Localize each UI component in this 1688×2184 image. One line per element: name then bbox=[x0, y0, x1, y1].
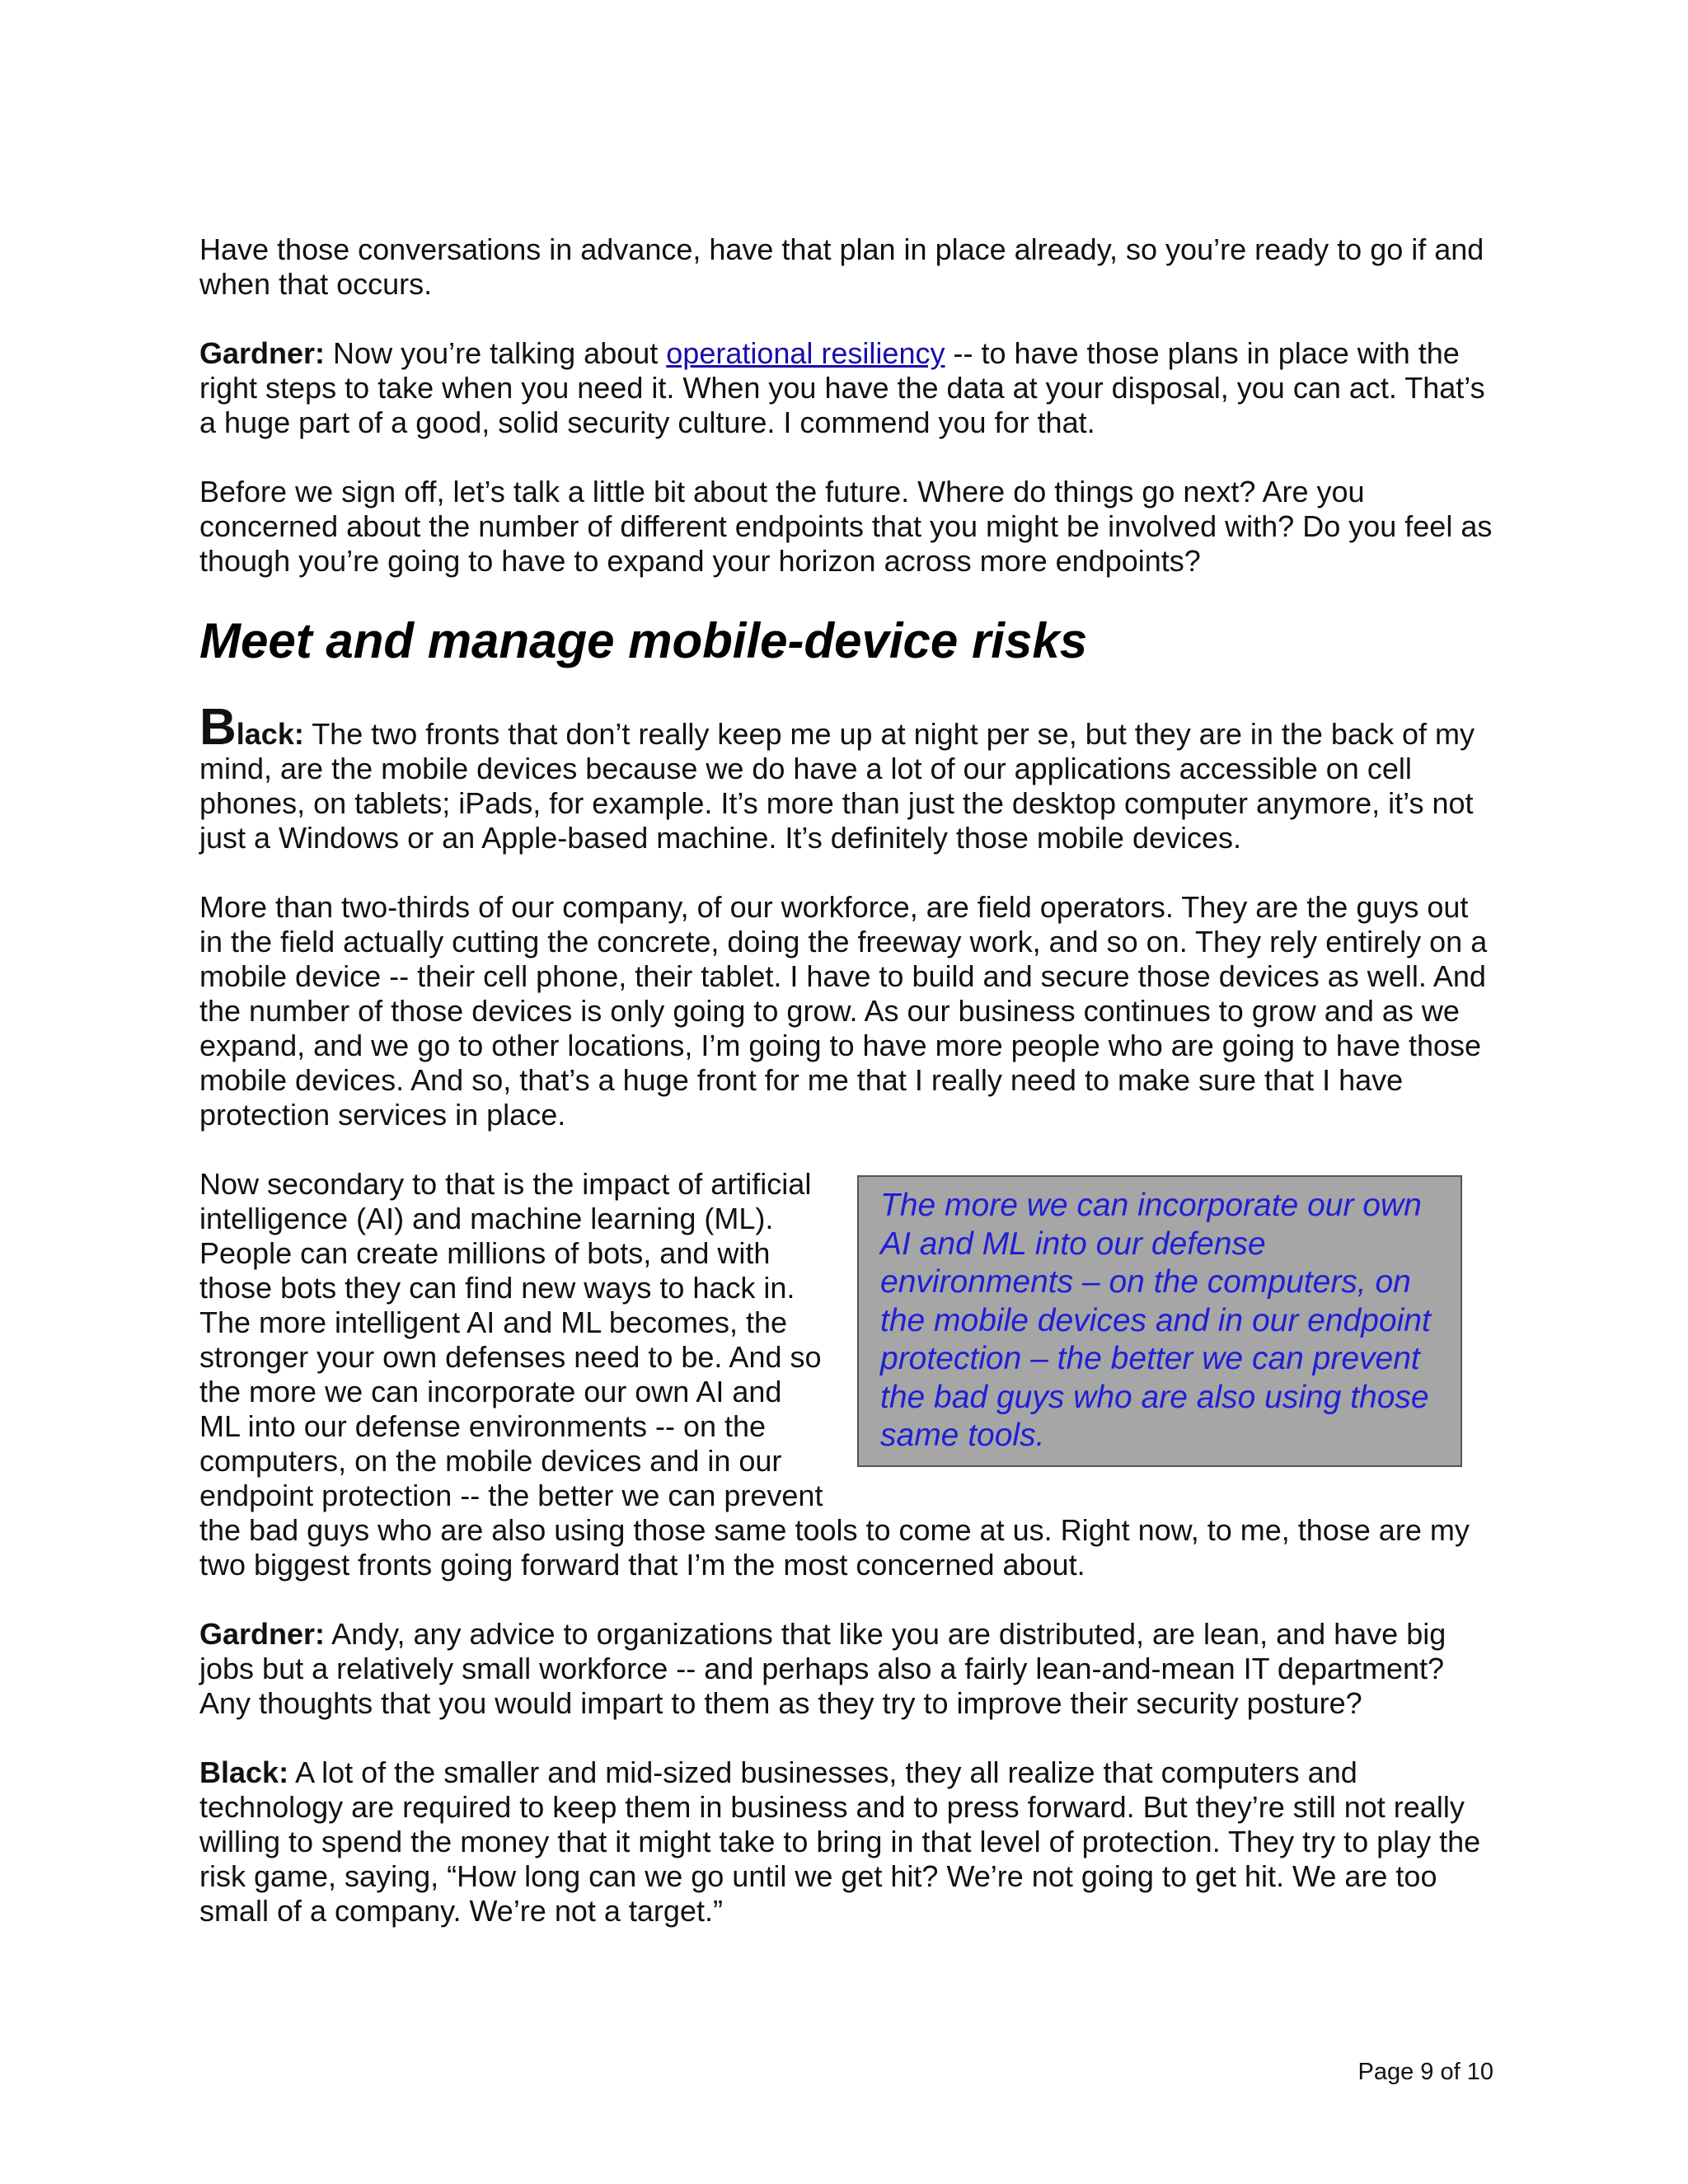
speaker-label-gardner: Gardner: bbox=[199, 1617, 326, 1651]
paragraph-2-text-start: Now you’re talking about bbox=[325, 336, 667, 370]
pull-quote-box bbox=[857, 1175, 1462, 1467]
paragraph-2-text-end: -- to have those plans in place with the right steps to take when you need it. When you have the data at your disposal, you can act. That’s a huge part of a good, solid security culture. I commend you for that. bbox=[199, 336, 1485, 439]
pull-quote-text: The more we can incorporate our own AI and ML into our defense environments – on the computers, on the mobile devices and in our endpoint protection – the better we can prevent the bad guys who are also using those same tools. bbox=[880, 1188, 1431, 1453]
speaker-label-gardner: Gardner: bbox=[199, 336, 326, 370]
drop-cap-letter: B bbox=[199, 699, 237, 756]
operational-resiliency-link[interactable]: operational resiliency bbox=[666, 336, 945, 370]
paragraph-3: Before we sign off, let’s talk a little bit about the future. Where do things go next? Are you concerned about the number of different endpoints that you might be involved with? Do you feel as though you’re going to have to expand your horizon across more endpoints? bbox=[199, 475, 1493, 578]
speaker-label-black: lack: bbox=[236, 717, 304, 751]
paragraph-7-text: Andy, any advice to organizations that like you are distributed, are lean, and have big jobs but a relatively small workforce -- and perhaps also a fairly lean-and-mean IT department? Any thoughts that you would impart to them as they try to improve their security posture? bbox=[199, 1617, 1447, 1720]
paragraph-7 bbox=[199, 1617, 1493, 1721]
paragraph-4 bbox=[199, 699, 1493, 855]
page-number: Page 9 of 10 bbox=[1357, 2059, 1493, 2085]
paragraph-6: Now secondary to that is the impact of artificial intelligence (AI) and machine learning (ML). People can create millions of bots, and with those bots they can find new ways to hack in. The more intelligent AI and ML becomes, the stronger your own defenses need to be. And so the more we can incorporate our own AI and ML into our defense environments -- on the computers, on the mobile devices and in our endpoint protection -- the better we can prevent the bad guys who are also using those same tools to come at us. Right now, to me, those are my two biggest fronts going forward that I’m the most concerned about. bbox=[199, 1167, 1470, 1582]
speaker-label-black: Black: bbox=[199, 1755, 289, 1789]
paragraph-5: More than two-thirds of our company, of our workforce, are field operators. They are the guys out in the field actually cutting the concrete, doing the freeway work, and so on. They rely entirely on a mobile device -- their cell phone, their tablet. I have to build and secure those devices as well. And the number of those devices is only going to grow. As our business continues to grow and as we expand, and we go to other locations, I’m going to have more people who are going to have those mobile devices. And so, that’s a huge front for me that I really need to make sure that I have protection services in place. bbox=[199, 890, 1488, 1132]
paragraph-1: Have those conversations in advance, have that plan in place already, so you’re ready to go if and when that occurs. bbox=[199, 232, 1484, 301]
paragraph-4-text: The two fronts that don’t really keep me up at night per se, but they are in the back of my mind, are the mobile devices because we do have a lot of our applications accessible on cell phones, on tablets; iPads, for example. It’s more than just the desktop computer anymore, it’s not just a Windows or an Apple-based machine. It’s definitely those mobile devices. bbox=[199, 717, 1475, 855]
paragraph-8-text: A lot of the smaller and mid-sized businesses, they all realize that computers and technology are required to keep them in business and to press forward. But they’re still not really willing to spend the money that it might take to bring in that level of protection. They try to play the risk game, saying, “How long can we go until we get hit? We’re not going to get hit. We are too small of a company. We’re not a target.” bbox=[199, 1755, 1481, 1928]
section-heading: Meet and manage mobile-device risks bbox=[199, 613, 1088, 668]
paragraph-2 bbox=[199, 336, 1493, 440]
paragraph-8 bbox=[199, 1755, 1493, 1929]
article-body bbox=[199, 232, 1493, 1963]
